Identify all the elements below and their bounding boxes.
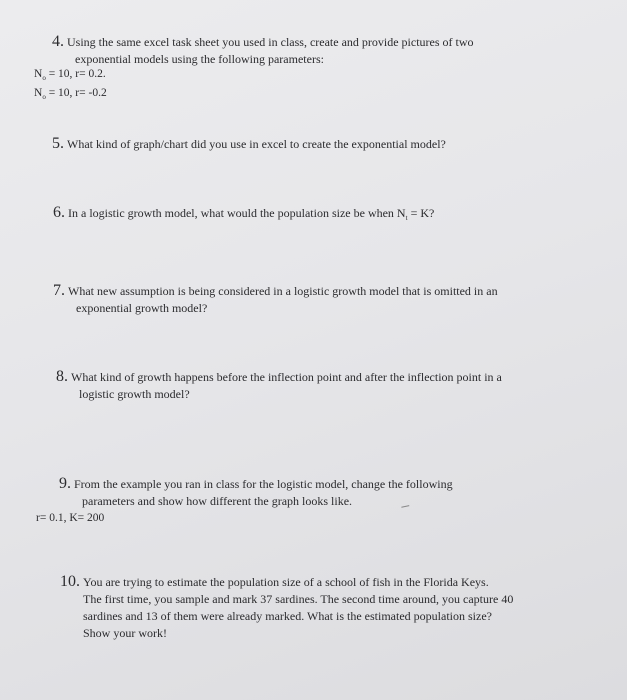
question-4 — [52, 33, 474, 68]
question-number: 9. — [59, 475, 71, 492]
question-text: What kind of graph/chart did you use in excel to create the exponential model? — [67, 137, 446, 151]
question-text: From the example you ran in class for the logistic model, change the following — [74, 477, 453, 491]
question-text: sardines and 13 of them were already marked. What is the estimated population size? — [83, 609, 492, 623]
question-8 — [56, 368, 502, 403]
question-5 — [52, 135, 446, 153]
question-text: The first time, you sample and mark 37 sardines. The second time around, you capture 40 — [83, 592, 514, 606]
question-text: What kind of growth happens before the inflection point and after the inflection point in a — [71, 370, 502, 384]
question-number: 10. — [60, 573, 80, 590]
question-text: exponential models using the following parameters: — [75, 52, 324, 66]
question-number: 6. — [53, 204, 65, 221]
parameter-line-2: $N_o = 10$, r= -0.2 — [34, 87, 107, 101]
question-number: 8. — [56, 368, 68, 385]
question-text: Using the same excel task sheet you used in class, create and provide pictures of two — [67, 35, 474, 49]
question-10 — [60, 573, 513, 642]
question-text: In a logistic growth model, what would the population size be when N — [68, 206, 406, 220]
question-text: You are trying to estimate the population size of a school of fish in the Florida Keys. — [83, 575, 489, 589]
question-text: What new assumption is being considered in a logistic growth model that is omitted in an — [68, 284, 498, 298]
question-text: logistic growth model? — [79, 387, 190, 401]
question-9 — [59, 475, 453, 510]
question-number: 4. — [52, 33, 64, 50]
question-number: 7. — [53, 282, 65, 299]
question-text: parameters and show how different the graph looks like. — [82, 494, 353, 508]
question-6: 6. In a logistic growth model, what would the population size be when $N_t = K$? — [53, 204, 435, 222]
parameter-line-3: r= 0.1, K= 200 — [36, 512, 105, 524]
question-text: exponential growth model? — [76, 301, 208, 315]
parameter-line-1: $N_o = 10$, r= 0.2. — [34, 68, 106, 82]
question-7 — [53, 282, 498, 317]
question-number: 5. — [52, 135, 64, 152]
question-text: Show your work! — [83, 626, 167, 640]
